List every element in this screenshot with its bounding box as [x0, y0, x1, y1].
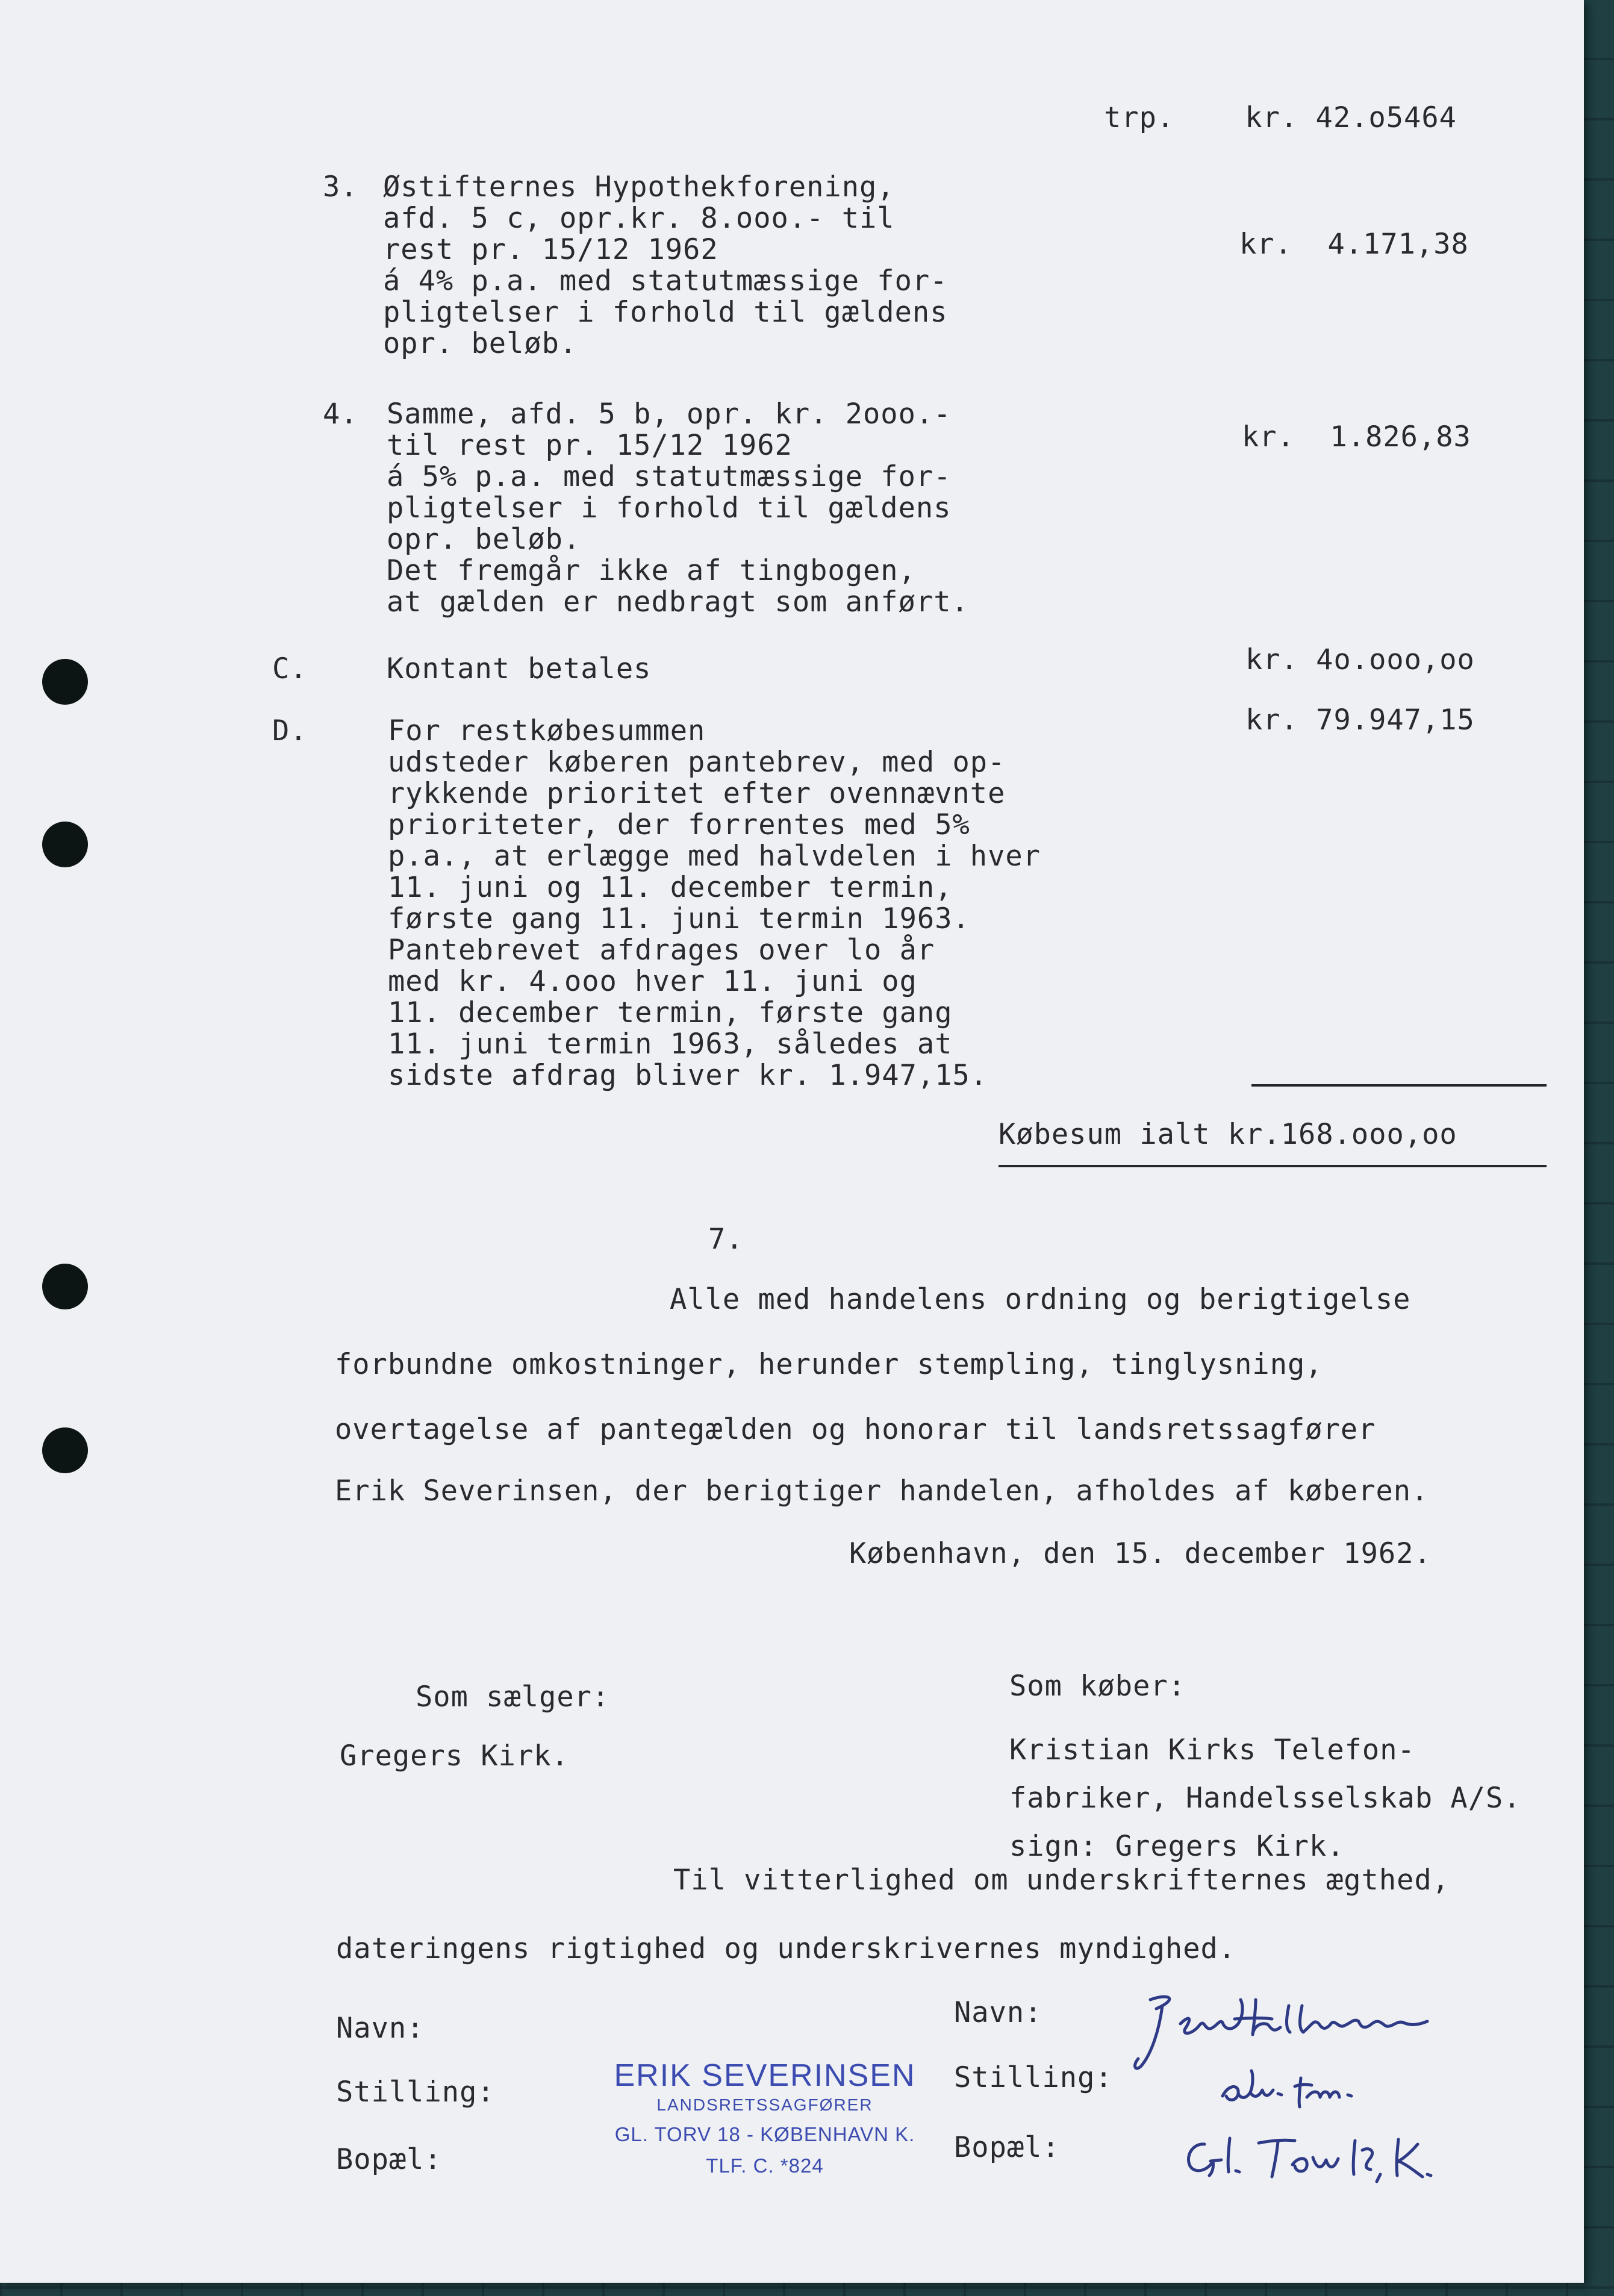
item-c-text: Kontant betales: [387, 652, 652, 685]
purchase-total: Købesum ialt kr.168.ooo,oo: [999, 1118, 1457, 1151]
item-4-line: til rest pr. 15/12 1962: [387, 429, 793, 462]
item-d-line: rykkende prioritet efter ovennævnte: [388, 777, 1006, 810]
item-d-line: med kr. 4.ooo hver 11. juni og: [388, 965, 917, 998]
item-d-line: første gang 11. juni termin 1963.: [388, 902, 970, 935]
stamp-address: GL. TORV 18 - KØBENHAVN K.: [614, 2123, 915, 2145]
item-3-line: afd. 5 c, opr.kr. 8.ooo.- til: [383, 202, 895, 235]
buyer-line: Kristian Kirks Telefon-: [1009, 1733, 1415, 1767]
item-c-amount: kr. 4o.ooo,oo: [1245, 643, 1475, 676]
item-3-line: opr. beløb.: [383, 327, 578, 360]
item-4-amount: kr. 1.826,83: [1242, 420, 1471, 454]
item-3-number: 3.: [323, 170, 358, 204]
buyer-heading: Som køber:: [1009, 1670, 1186, 1703]
paragraph-line: overtagelse af pantegælden og honorar til landsretssagfører: [335, 1413, 1376, 1446]
punch-hole: [42, 1264, 88, 1309]
stamp-title: LANDSRETSSAGFØRER: [656, 2095, 873, 2114]
place-date: København, den 15. december 1962.: [849, 1537, 1432, 1570]
item-3-line: Østifternes Hypothekforening,: [383, 170, 895, 204]
paragraph-line: Alle med handelens ordning og berigtigelse: [670, 1283, 1411, 1316]
item-d-line: Pantebrevet afdrages over lo år: [388, 934, 935, 967]
item-3-amount: kr. 4.171,38: [1239, 228, 1469, 261]
punch-hole: [42, 822, 88, 867]
left-address-label: Bopæl:: [336, 2143, 442, 2176]
item-3-line: rest pr. 15/12 1962: [383, 233, 718, 266]
buyer-line: fabriker, Handelsselskab A/S.: [1009, 1782, 1521, 1815]
item-4-line: at gælden er nedbragt som anført.: [387, 585, 969, 619]
punch-hole: [42, 659, 88, 705]
item-4-number: 4.: [323, 398, 358, 431]
item-4-line: Samme, afd. 5 b, opr. kr. 2ooo.-: [387, 398, 952, 431]
item-d-line: udsteder køberen pantebrev, med op-: [388, 746, 1006, 779]
witness-line: dateringens rigtighed og underskrivernes myndighed.: [336, 1932, 1236, 1965]
carried-total: trp. kr. 42.o5464: [1104, 101, 1457, 134]
stamp-name: ERIK SEVERINSEN: [614, 2058, 916, 2093]
seller-name: Gregers Kirk.: [340, 1739, 569, 1773]
buyer-line: sign: Gregers Kirk.: [1009, 1830, 1345, 1863]
item-d-line: 11. december termin, første gang: [388, 996, 953, 1029]
right-position-label: Stilling:: [954, 2061, 1113, 2094]
left-name-label: Navn:: [336, 2012, 425, 2045]
item-d-amount: kr. 79.947,15: [1245, 703, 1475, 737]
item-d-line: prioriteter, der forrentes med 5%: [388, 808, 970, 841]
item-d-line: sidste afdrag bliver kr. 1.947,15.: [388, 1059, 988, 1092]
item-3-line: pligtelser i forhold til gældens: [383, 296, 948, 329]
item-d-line: 11. juni termin 1963, således at: [388, 1028, 953, 1061]
total-rule: [999, 1165, 1547, 1167]
right-name-label: Navn:: [954, 1996, 1042, 2029]
item-4-line: opr. beløb.: [387, 523, 581, 556]
paragraph-line: Erik Severinsen, der berigtiger handelen, afholdes af køberen.: [335, 1474, 1429, 1508]
item-4-line: á 5% p.a. med statutmæssige for-: [387, 460, 952, 493]
item-4-line: pligtelser i forhold til gældens: [387, 491, 952, 525]
item-d-letter: D.: [272, 714, 308, 747]
item-d-line: For restkøbesummen: [388, 714, 706, 747]
paragraph-line: forbundne omkostninger, herunder stempling, tinglysning,: [335, 1348, 1323, 1381]
stamp-phone: TLF. C. *824: [706, 2154, 824, 2177]
item-c-letter: C.: [272, 652, 308, 685]
subtotal-rule: [1251, 1084, 1547, 1087]
section-number: 7.: [708, 1223, 744, 1256]
handwritten-address: [1174, 2126, 1445, 2186]
punch-hole: [42, 1427, 88, 1473]
witness-line: Til vitterlighed om underskrifternes ægthed,: [673, 1864, 1450, 1897]
seller-heading: Som sælger:: [416, 1680, 610, 1714]
handwritten-position: [1210, 2060, 1415, 2114]
item-d-line: p.a., at erlægge med halvdelen i hver: [388, 840, 1041, 873]
item-3-line: á 4% p.a. med statutmæssige for-: [383, 264, 948, 298]
right-address-label: Bopæl:: [954, 2131, 1060, 2164]
item-d-line: 11. juni og 11. december termin,: [388, 871, 953, 904]
item-4-line: Det fremgår ikke af tingbogen,: [387, 554, 916, 587]
left-position-label: Stilling:: [336, 2076, 495, 2109]
